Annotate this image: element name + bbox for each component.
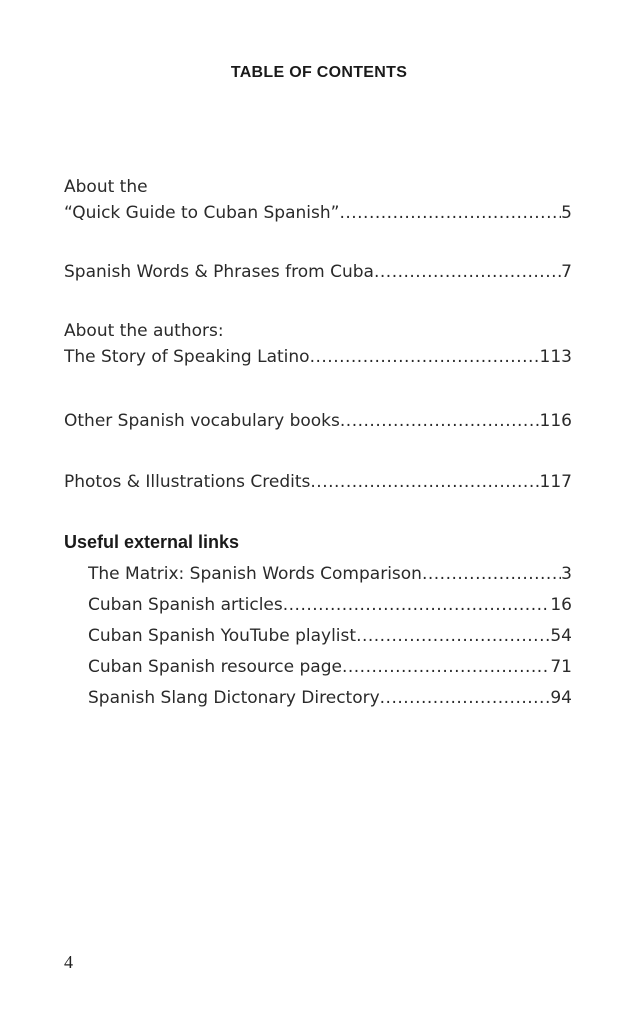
toc-entry-label: “Quick Guide to Cuban Spanish” (64, 203, 340, 223)
link-label: Spanish Slang Dictonary Directory (88, 688, 380, 708)
link-matrix[interactable] (88, 563, 572, 585)
toc-entry-authors-line1 (64, 320, 572, 342)
toc-leader-dots (340, 410, 540, 432)
toc-entry-intro-line1 (64, 176, 572, 198)
toc-leader-dots (422, 563, 561, 585)
toc-entry-label: Photos & Illustrations Credits (64, 472, 311, 492)
links-heading: Useful external links (64, 532, 240, 552)
link-page: 54 (550, 626, 572, 646)
toc-leader-dots (310, 471, 539, 493)
page-number: 4 (64, 952, 73, 972)
toc-entry-page: 117 (539, 472, 572, 492)
toc-leader-dots (310, 346, 540, 368)
toc-entry-credits[interactable] (64, 471, 572, 493)
toc-leader-dots (380, 687, 551, 709)
toc-entry-words-phrases[interactable] (64, 261, 572, 283)
link-label: Cuban Spanish articles (88, 595, 283, 615)
link-resource-page[interactable] (88, 656, 572, 678)
link-slang-directory[interactable] (88, 687, 572, 709)
toc-entry-label: The Story of Speaking Latino (64, 347, 310, 367)
toc-entry-page: 116 (539, 411, 572, 431)
toc-leader-dots (356, 625, 550, 647)
toc-entry-intro[interactable] (64, 202, 572, 224)
link-page: 71 (550, 657, 572, 677)
toc-entry-line1: About the (64, 177, 148, 197)
toc-entry-page: 113 (539, 347, 572, 367)
toc-entry-vocab-books[interactable] (64, 410, 572, 432)
toc-entry-page: 7 (561, 262, 572, 282)
toc-leader-dots (342, 656, 550, 678)
toc-entry-label: Spanish Words & Phrases from Cuba (64, 262, 374, 282)
link-label: The Matrix: Spanish Words Comparison (88, 564, 422, 584)
toc-entry-page: 5 (561, 203, 572, 223)
link-page: 94 (550, 688, 572, 708)
toc-leader-dots (283, 594, 551, 616)
link-youtube-playlist[interactable] (88, 625, 572, 647)
page-title: TABLE OF CONTENTS (230, 64, 408, 81)
link-label: Cuban Spanish resource page (88, 657, 342, 677)
toc-entry-label: Other Spanish vocabulary books (64, 411, 340, 431)
toc-entry-authors[interactable] (64, 346, 572, 368)
toc-leader-dots (339, 202, 561, 224)
toc-entry-line1: About the authors: (64, 321, 224, 341)
link-articles[interactable] (88, 594, 572, 616)
toc-leader-dots (374, 261, 561, 283)
link-label: Cuban Spanish YouTube playlist (88, 626, 357, 646)
link-page: 3 (561, 564, 572, 584)
link-page: 16 (550, 595, 572, 615)
